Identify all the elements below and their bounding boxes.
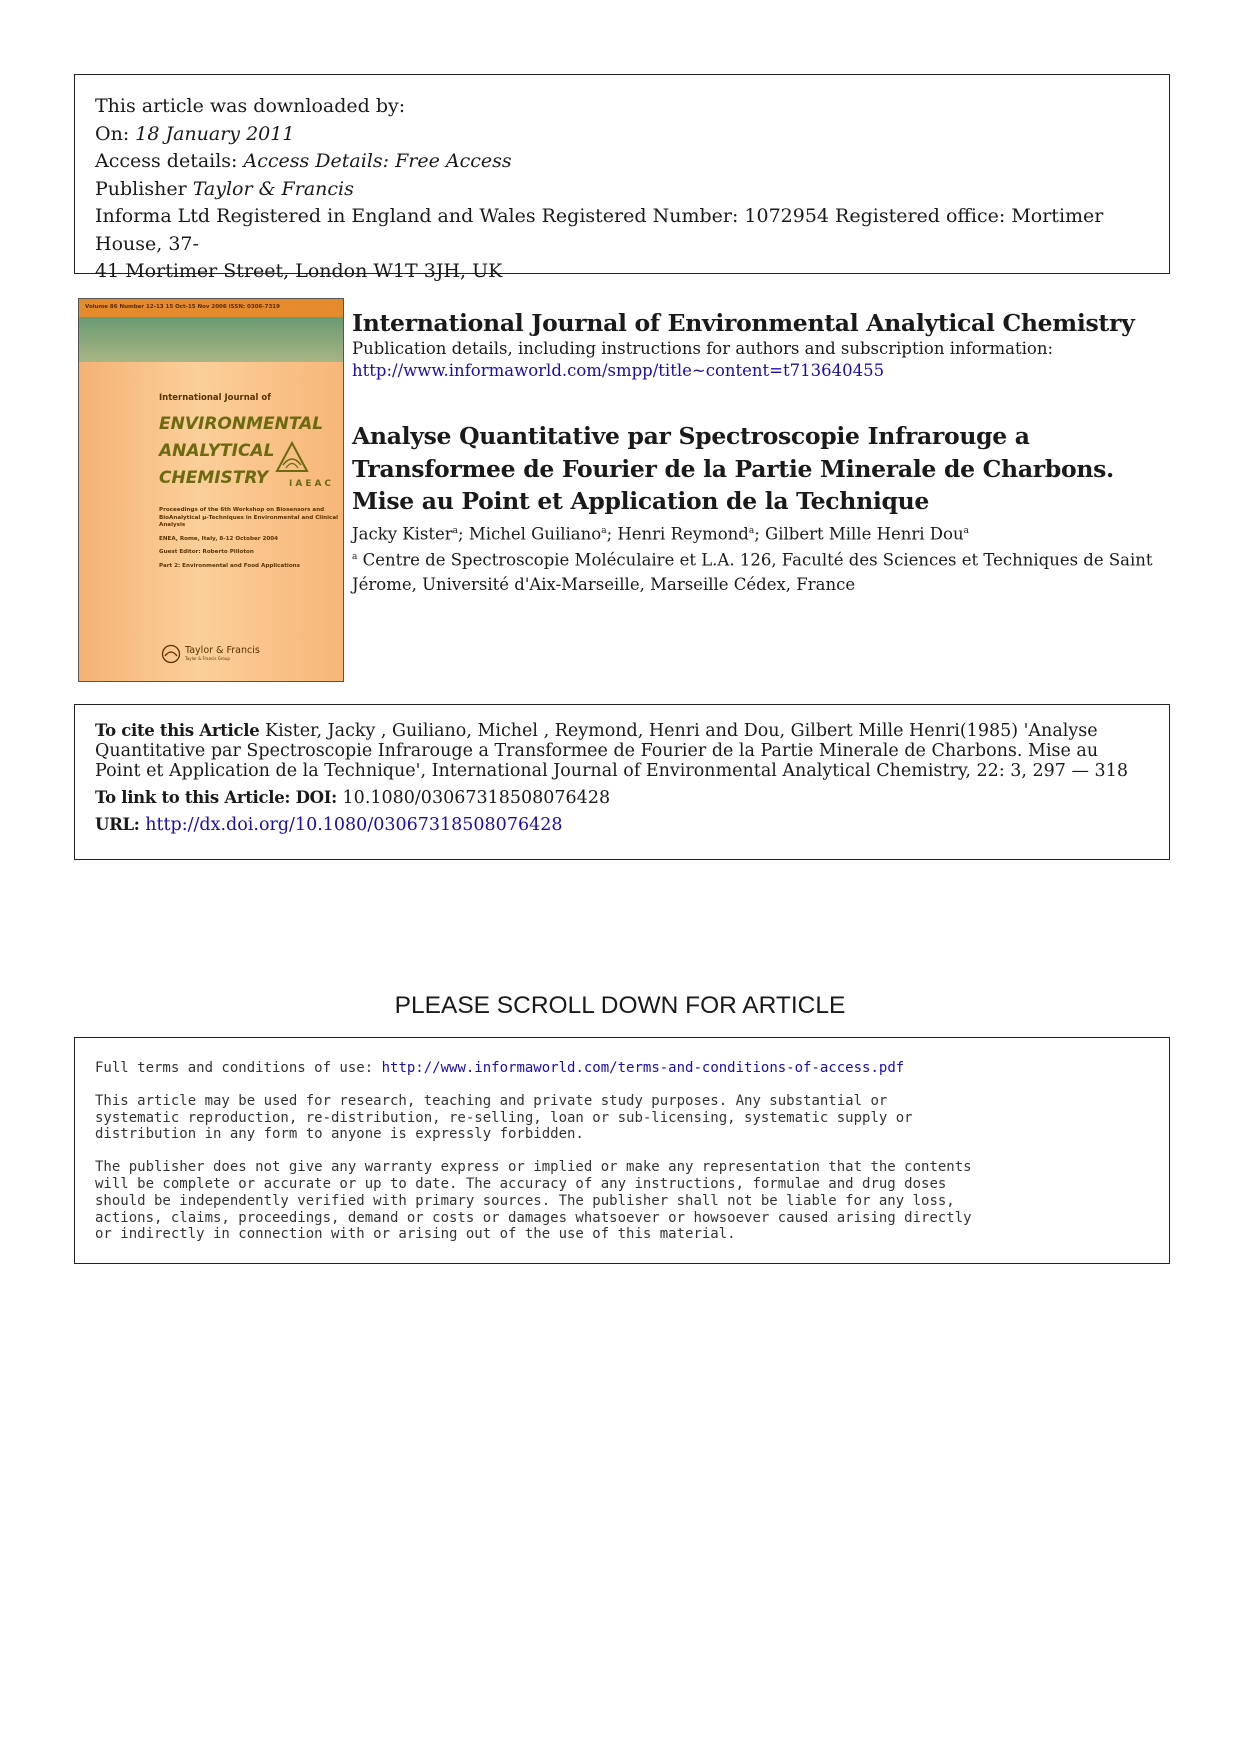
author-list: Jacky Kister$^a$; Michel Guiliano$^a$; Henri Reymond$^a$; Gilbert Mille Henri Dou$^a$ [352, 524, 969, 543]
journal-url-link[interactable]: http://www.informaworld.com/smpp/title~content=t713640455 [352, 361, 885, 380]
journal-cover [78, 298, 344, 682]
access-value: Access Details: Free Access [243, 150, 512, 172]
author-name: Michel Guiliano [468, 524, 602, 543]
terms-label: Full terms and conditions of use: [95, 1060, 374, 1076]
cover-publisher [185, 645, 260, 661]
publisher-value: Taylor & Francis [192, 177, 354, 200]
publisher-line [95, 176, 1149, 204]
cover-volume-text: Volume 86 Number 12-13 15 Oct-15 Nov 2006 ISSN: 0306-7319 [85, 304, 280, 310]
download-info-box [74, 74, 1170, 282]
terms-box [74, 1037, 1170, 1264]
registered-line-1: Informa Ltd Registered in England and Wales Registered Number: 1072954 Registered office: Mortimer House, 37- [95, 205, 1104, 255]
doi-row [95, 788, 1149, 808]
author-name: Gilbert Mille Henri Dou [765, 524, 964, 543]
access-details-line [95, 148, 1149, 176]
url-row [95, 815, 1149, 835]
iaeac-logo-icon [275, 441, 309, 475]
download-date-line [95, 121, 1149, 149]
author-name: Henri Reymond [617, 524, 749, 543]
terms-link-row [95, 1060, 1149, 1077]
downloaded-by-line: This article was downloaded by: [95, 95, 406, 117]
cite-text: Kister, Jacky , Guiliano, Michel , Reymond, Henri and Dou, Gilbert Mille Henri(1985) 'Analyse Quantitative par Spectroscopie Infrarouge a Transformee de Fourier de la Partie Minerale de Charbons. Mise au Point et Application de la Technique', International Journal of Environmental Analytical Chemistry, 22: 3, 297 — 318 [95, 721, 1128, 781]
author-affiliation-mark: a [601, 525, 607, 536]
cover-proceedings-text: Proceedings of the 6th Workshop on Biosensors and BioAnalytical μ-Techniques in Environmental and Clinical Analysis [159, 507, 339, 528]
cover-part: Part 2: Environmental and Food Applications [159, 562, 300, 569]
cite-label: To cite this Article [95, 721, 260, 740]
cover-publisher-name: Taylor & Francis [185, 645, 260, 656]
publication-details: Publication details, including instructions for authors and subscription information: [352, 339, 1054, 358]
affiliation-mark: a [352, 552, 358, 562]
cover-publisher-sub: Taylor & Francis Group [185, 656, 230, 661]
journal-info [352, 308, 1172, 382]
cover-top-bar [79, 299, 343, 317]
cover-title-line-2: ANALYTICAL [159, 441, 275, 461]
journal-title: International Journal of Environmental Analytical Chemistry [352, 309, 1135, 337]
article-info [352, 420, 1172, 597]
doi-label: To link to this Article: DOI: [95, 788, 337, 807]
access-label: Access details: [95, 150, 238, 172]
citation-box [74, 704, 1170, 860]
doi-value: 10.1080/03067318508076428 [342, 788, 611, 808]
affiliation-text: Centre de Spectroscopie Moléculaire et L.A. 126, Faculté des Sciences et Techniques de Saint Jérome, Université d'Aix-Marseille, Marseille Cédex, France [352, 550, 1153, 594]
url-label: URL: [95, 815, 140, 834]
on-label: On: [95, 122, 130, 145]
author-name: Jacky Kister [352, 524, 453, 543]
cover-proceedings [159, 507, 339, 570]
cover-title-line-1: ENVIRONMENTAL [159, 414, 324, 434]
terms-url-link[interactable]: http://www.informaworld.com/terms-and-conditions-of-access.pdf [381, 1060, 905, 1076]
cover-editor: Guest Editor: Roberto Pilloton [159, 549, 254, 555]
terms-paragraph-2: The publisher does not give any warranty express or implied or make any representation that the contents will be complete or accurate or up to date. The accuracy of any instructions, formulae and drug doses should be independently verified with primary sources. The publisher shall not be liable for any loss, actions, claims, proceedings, demand or costs or damages whatsoever or howsoever caused arising directly or indirectly in connection with or arising out of the use of this material. [95, 1159, 972, 1243]
doi-url-link[interactable]: http://dx.doi.org/10.1080/03067318508076428 [145, 815, 563, 835]
registered-line-2: 41 Mortimer Street, London W1T 3JH, UK [95, 260, 503, 282]
article-title: Analyse Quantitative par Spectroscopie Infrarouge a Transformee de Fourier de la Partie Minerale de Charbons. Mise au Point et Application de la Technique [352, 422, 1114, 515]
author-affiliation-mark: a [963, 525, 969, 536]
cover-intl-text: International Journal of [159, 393, 271, 403]
author-affiliation-mark: a [452, 525, 458, 536]
scroll-down-message: PLEASE SCROLL DOWN FOR ARTICLE [394, 992, 846, 1019]
taylor-francis-logo-icon [161, 644, 181, 664]
affiliation [352, 545, 1172, 597]
cite-row [95, 721, 1149, 781]
cover-venue: ENEA, Rome, Italy, 8-12 October 2004 [159, 535, 279, 542]
terms-paragraph-1: This article may be used for research, teaching and private study purposes. Any substantial or systematic reproduction, re-distribution, re-selling, loan or sub-licensing, systematic supply or distribution in any form to anyone is expressly forbidden. [95, 1092, 913, 1143]
publisher-label: Publisher [95, 177, 187, 200]
cover-image-band [79, 317, 343, 362]
download-date: 18 January 2011 [135, 122, 295, 145]
author-affiliation-mark: a [748, 525, 755, 536]
cover-title-line-3: CHEMISTRY [159, 468, 269, 488]
cover-iaeac: IAEAC [289, 479, 335, 489]
